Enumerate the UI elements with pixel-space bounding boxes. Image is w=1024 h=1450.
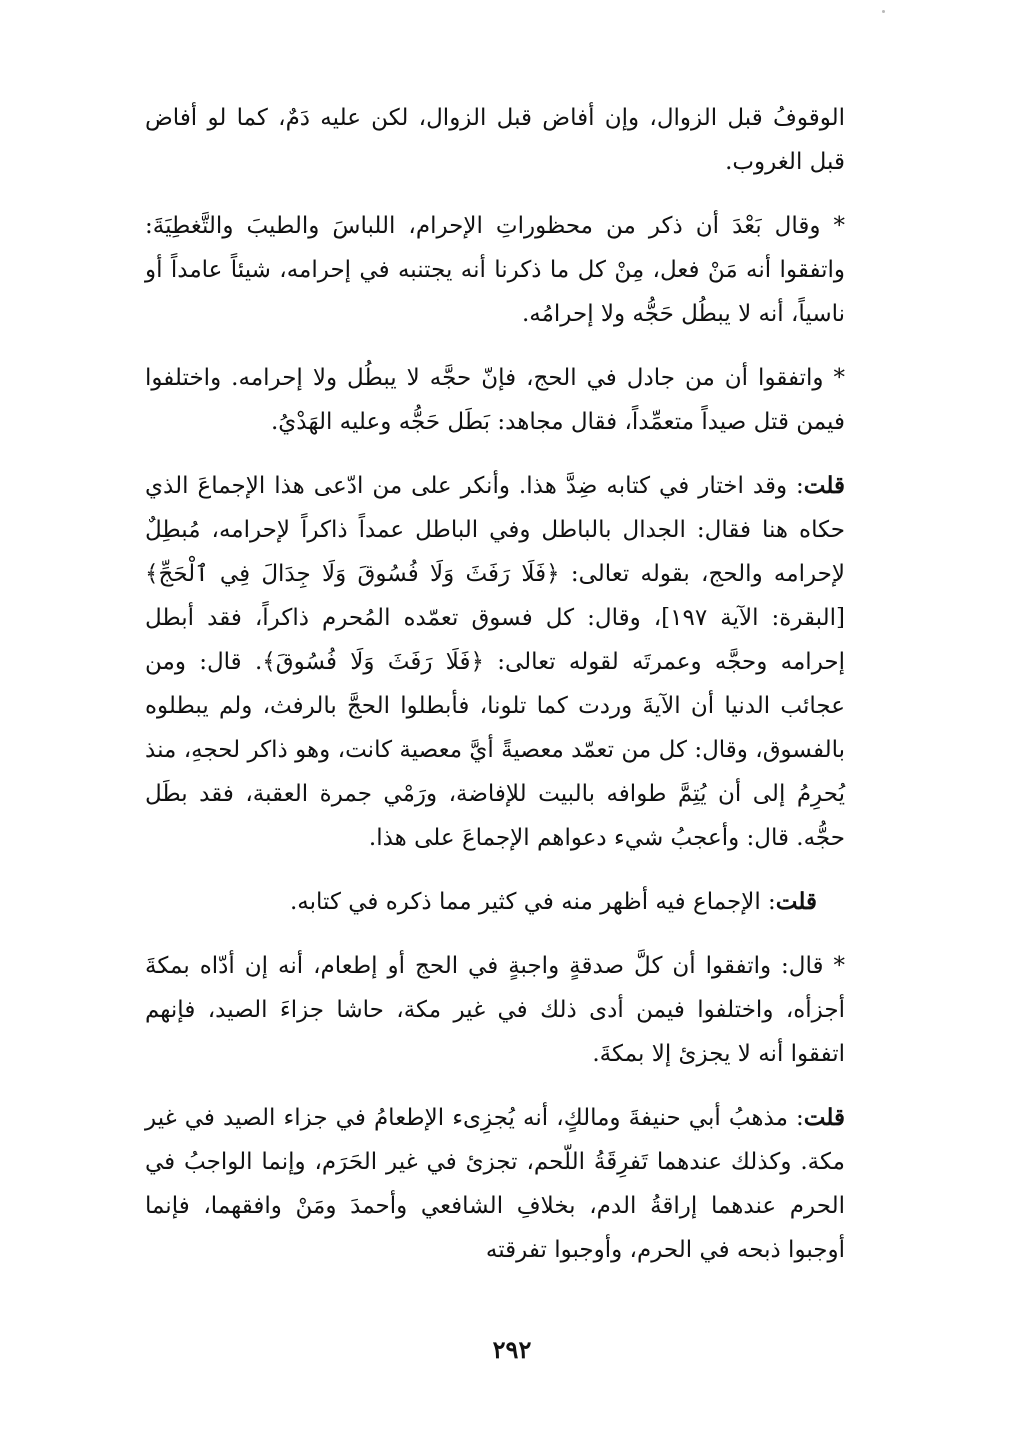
paragraph-text: : الإجماع فيه أظهر منه في كثير مما ذكره في كتابه. [289,889,776,915]
paragraph-4 [145,464,845,860]
page-number: ٢٩٢ [492,1335,532,1364]
paragraph-7 [145,1096,845,1272]
paragraph-6 [145,944,845,1076]
paragraph-text: * واتفقوا أن من جادل في الحج، فإنّ حجَّه لا يبطُل ولا إحرامه. واختلفوا فيمن قتل صيداً متعمِّداً، فقال مجاهد: بَطَل حَجُّه وعليه الهَدْيُ. [145,365,845,435]
paragraph-text: : مذهبُ أبي حنيفةَ ومالكٍ، أنه يُجزِىء الإطعامُ في جزاء الصيد في غير مكة. وكذلك عندهما تَفرِقَةُ اللّحم، تجزئ في غير الحَرَم، وإنما الواجبُ في الحرم عندهما إراقةُ الدم، بخلافِ الشافعي وأحمدَ ومَنْ وافقهما، فإنما أوجبوا ذبحه في الحرم، وأوجبوا تفرقته [145,1105,845,1263]
paragraph-lead: قلت [803,472,845,499]
paragraph-lead: قلت [775,888,817,915]
scan-speck [882,10,885,13]
paragraph-text: : وقد اختار في كتابه ضِدَّ هذا. وأنكر على من ادّعى هذا الإجماعَ الذي حكاه هنا فقال: الجدال بالباطل وفي الباطل عمداً ذاكراً لإحرامه، مُبطِلٌ لإحرامه والحج، بقوله تعالى: ﴿فَلَا رَفَثَ وَلَا فُسُوقَ وَلَا جِدَالَ فِي ٱلْحَجِّ﴾ [البقرة: الآية ١٩٧]، وقال: كل فسوق تعمّده المُحرم ذاكراً، فقد أبطل إحرامه وحجَّه وعمرتَه لقوله تعالى: ﴿فَلَا رَفَثَ وَلَا فُسُوقَ﴾. قال: ومن عجائب الدنيا أن الآيةَ وردت كما تلونا، فأبطلوا الحجَّ بالرفث، ولم يبطلوه بالفسوق، وقال: كل من تعمّد معصيةً أيَّ معصية كانت، وهو ذاكر لحجهِ، منذ يُحرِمُ إلى أن يُتِمَّ طوافه بالبيت للإفاضة، ورَمْي جمرة العقبة، فقد بطَل حجُّه. قال: وأعجبُ شيء دعواهم الإجماعَ على هذا. [145,473,846,851]
paragraph-text: * قال: واتفقوا أن كلَّ صدقةٍ واجبةٍ في الحج أو إطعام، أنه إن أدّاه بمكةَ أجزأه، واختلفوا فيمن أدى ذلك في غير مكة، حاشا جزاءَ الصيد، فإنهم اتفقوا أنه لا يجزئ إلا بمكةَ. [145,953,845,1067]
paragraph-5 [145,880,845,924]
paragraph-lead: قلت [803,1104,845,1131]
body-text [145,96,845,1292]
paragraph-text: * وقال بَعْدَ أن ذكر من محظوراتِ الإحرام، اللباسَ والطيبَ والتَّغطِيَةَ: واتفقوا أنه مَنْ فعل، مِنْ كل ما ذكرنا أنه يجتنبه في إحرامه، شيئاً عامداً أو ناسياً، أنه لا يبطُل حَجُّه ولا إحرامُه. [145,213,845,327]
paragraph-1 [145,96,845,184]
paragraph-2 [145,204,845,336]
paragraph-text: الوقوفُ قبل الزوال، وإن أفاض قبل الزوال، لكن عليه دَمٌ، كما لو أفاض قبل الغروب. [145,105,845,175]
paragraph-3 [145,356,845,444]
